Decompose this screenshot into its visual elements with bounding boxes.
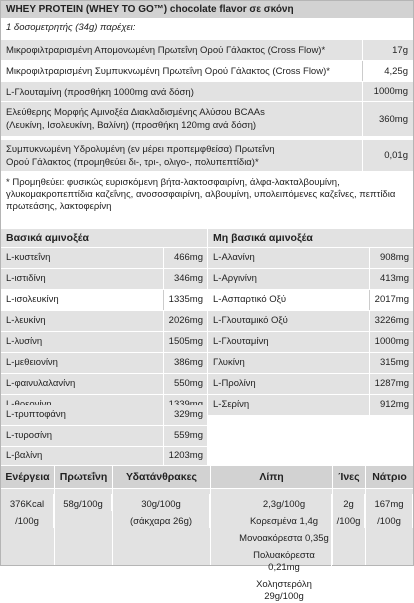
amino-name: L-κυστεΐνη	[6, 252, 51, 263]
carbs-cell	[113, 489, 211, 565]
amino-value: 908mg	[369, 248, 413, 268]
ingredient-row	[1, 61, 413, 82]
protein-header: Πρωτεΐνη	[55, 466, 113, 488]
ingredient-value: 4,25g	[362, 61, 413, 81]
ingredient-value: 360mg	[362, 102, 413, 136]
amino-name: L-τρυπτοφάνη	[6, 409, 66, 420]
energy-header: Ενέργεια	[1, 466, 55, 488]
energy-cell	[1, 489, 55, 565]
ingredient-label: L-Γλουταμίνη (προσθήκη 1000mg ανά δόση)	[6, 87, 194, 98]
amino-value: 413mg	[369, 269, 413, 289]
fiber-value: 2g	[333, 494, 365, 511]
amino-row	[208, 332, 413, 352]
amino-value: 1505mg	[163, 332, 207, 352]
carbs-value: 30g/100g	[113, 494, 210, 511]
amino-value: 1335mg	[163, 290, 207, 310]
essential-amino-heading: Βασικά αμινοξέα	[1, 229, 207, 247]
protein-cell	[55, 489, 113, 565]
sodium-cell	[366, 489, 413, 565]
ingredient-row	[1, 102, 413, 137]
amino-row	[1, 426, 207, 446]
carbs-header: Υδατάνθρακες	[113, 466, 211, 488]
ingredient-label: Μικροφιλτραρισμένη Συμπυκνωμένη Πρωτεΐνη Ορού Γάλακτος (Cross Flow)*	[6, 66, 330, 77]
amino-name: L-φαινυλαλανίνη	[6, 378, 76, 389]
amino-value: 346mg	[163, 269, 207, 289]
amino-value: 2017mg	[369, 290, 413, 310]
serving-size: 1 δοσομετρητής (34g) παρέχει:	[6, 22, 136, 33]
amino-value: 550mg	[163, 374, 207, 394]
nutrition-values	[1, 489, 413, 602]
amino-name: L-τυροσίνη	[6, 430, 53, 441]
ingredient-label	[1, 140, 362, 171]
amino-name: L-Προλίνη	[213, 378, 256, 389]
nonessential-amino-heading: Μη βασικά αμινοξέα	[208, 229, 413, 247]
amino-name: L-Αλανίνη	[213, 252, 255, 263]
sodium-header: Νάτριο	[372, 471, 407, 483]
amino-value: 3226mg	[369, 311, 413, 331]
amino-row	[1, 311, 207, 331]
amino-value: 386mg	[163, 353, 207, 373]
ingredient-value: 1000mg	[362, 82, 413, 101]
amino-value: 1000mg	[369, 332, 413, 352]
ingredient-label-line: Ορού Γάλακτος (προμηθεύει δι-, τρι-, ολιγο-, πολυπεπτίδια)*	[6, 157, 259, 168]
amino-name: L-Γλουταμικό Οξύ	[213, 315, 288, 326]
amino-row	[208, 395, 413, 415]
footnote: * Προμηθεύει: φυσικώς ευρισκόμενη βήτα-λακτοσφαιρίνη, άλφα-λακταλβουμίνη, γλυκομακροπεπτίδια καζεΐνης, ανοσοσφαιρίνη, αλβουμίνη, υπολειπόμενες καζεΐνες, πεπτίδια πρωτεάσης, λακτοφερίνη	[6, 177, 396, 212]
product-title: WHEY PROTEIN (WHEY TO GO™) chocolate flavor σε σκόνη	[1, 1, 413, 18]
nutrition-header	[1, 466, 413, 488]
ingredient-value: 17g	[362, 40, 413, 60]
ingredient-row	[1, 140, 413, 172]
amino-row	[208, 269, 413, 289]
amino-name: L-ισολευκίνη	[6, 294, 59, 305]
protein-value: 58g/100g	[55, 494, 112, 511]
amino-value: 315mg	[369, 353, 413, 373]
amino-row	[1, 248, 207, 268]
amino-row	[1, 447, 207, 465]
amino-name: Γλυκίνη	[213, 357, 245, 368]
ingredient-label-line: Συμπυκνωμένη Υδρολυμένη (εν μέρει προπεμφθείσα) Πρωτεΐνη	[6, 144, 275, 155]
amino-name: L-λευκίνη	[6, 315, 46, 326]
amino-value: 329mg	[163, 405, 207, 425]
amino-row	[208, 248, 413, 268]
ingredient-row	[1, 40, 413, 61]
sugars-value: (σάκχαρα 26g)	[113, 511, 210, 528]
amino-row	[208, 290, 413, 310]
amino-name: L-Γλουταμίνη	[213, 336, 269, 347]
sodium-value: 167mg	[366, 494, 413, 511]
amino-name: L-λυσίνη	[6, 336, 43, 347]
fiber-unit: /100g	[333, 511, 365, 528]
ingredient-label	[1, 102, 362, 136]
ingredient-label-line: (Λευκίνη, Ισολευκίνη, Βαλίνη) (προσθήκη 120mg ανά δόση)	[6, 120, 257, 131]
fat-value: 2,3g/100g	[237, 494, 332, 511]
sodium-unit: /100g	[366, 511, 413, 528]
amino-name: L-ιστιδίνη	[6, 273, 46, 284]
fiber-header: Ίνες	[333, 466, 366, 488]
amino-row	[1, 269, 207, 289]
fat-cell	[211, 489, 333, 602]
amino-row	[1, 290, 207, 310]
amino-value: 1203mg	[163, 447, 207, 465]
amino-value: 466mg	[163, 248, 207, 268]
energy-unit: /100g	[1, 511, 54, 528]
monounsaturated-fat-value: Μονοακόρεστα 0,35g	[237, 528, 332, 545]
amino-name: L-βαλίνη	[6, 450, 43, 461]
amino-value: 1287mg	[369, 374, 413, 394]
polyunsaturated-fat-value: Πολυακόρεστα 0,21mg	[237, 545, 332, 574]
cholesterol-value: Χοληστερόλη 29g/100g	[237, 574, 332, 603]
amino-value: 2026mg	[163, 311, 207, 331]
amino-name: L-Σερίνη	[213, 399, 250, 410]
energy-value: 376Kcal	[1, 494, 54, 511]
amino-row	[1, 332, 207, 352]
amino-row	[1, 353, 207, 373]
amino-row	[208, 353, 413, 373]
amino-value: 559mg	[163, 426, 207, 446]
ingredient-label-line: Ελεύθερης Μορφής Αμινοξέα Διακλαδισμένης Αλύσου BCAAs	[6, 107, 265, 118]
ingredient-value: 0,01g	[362, 140, 413, 171]
fat-header: Λίπη	[211, 466, 333, 488]
ingredient-row	[1, 82, 413, 102]
amino-row	[1, 374, 207, 394]
saturated-fat-value: Κορεσμένα 1,4g	[237, 511, 332, 528]
amino-name: L-μεθειονίνη	[6, 357, 58, 368]
fiber-cell	[333, 489, 366, 565]
amino-row	[208, 311, 413, 331]
ingredient-label: Μικροφιλτραρισμένη Απομονωμένη Πρωτεΐνη Ορού Γάλακτος (Cross Flow)*	[6, 45, 326, 56]
amino-name: L-Ασπαρτικό Οξύ	[213, 294, 287, 305]
amino-value: 912mg	[369, 395, 413, 415]
amino-name: L-Αργινίνη	[213, 273, 257, 284]
amino-row	[208, 374, 413, 394]
amino-row	[1, 405, 207, 425]
